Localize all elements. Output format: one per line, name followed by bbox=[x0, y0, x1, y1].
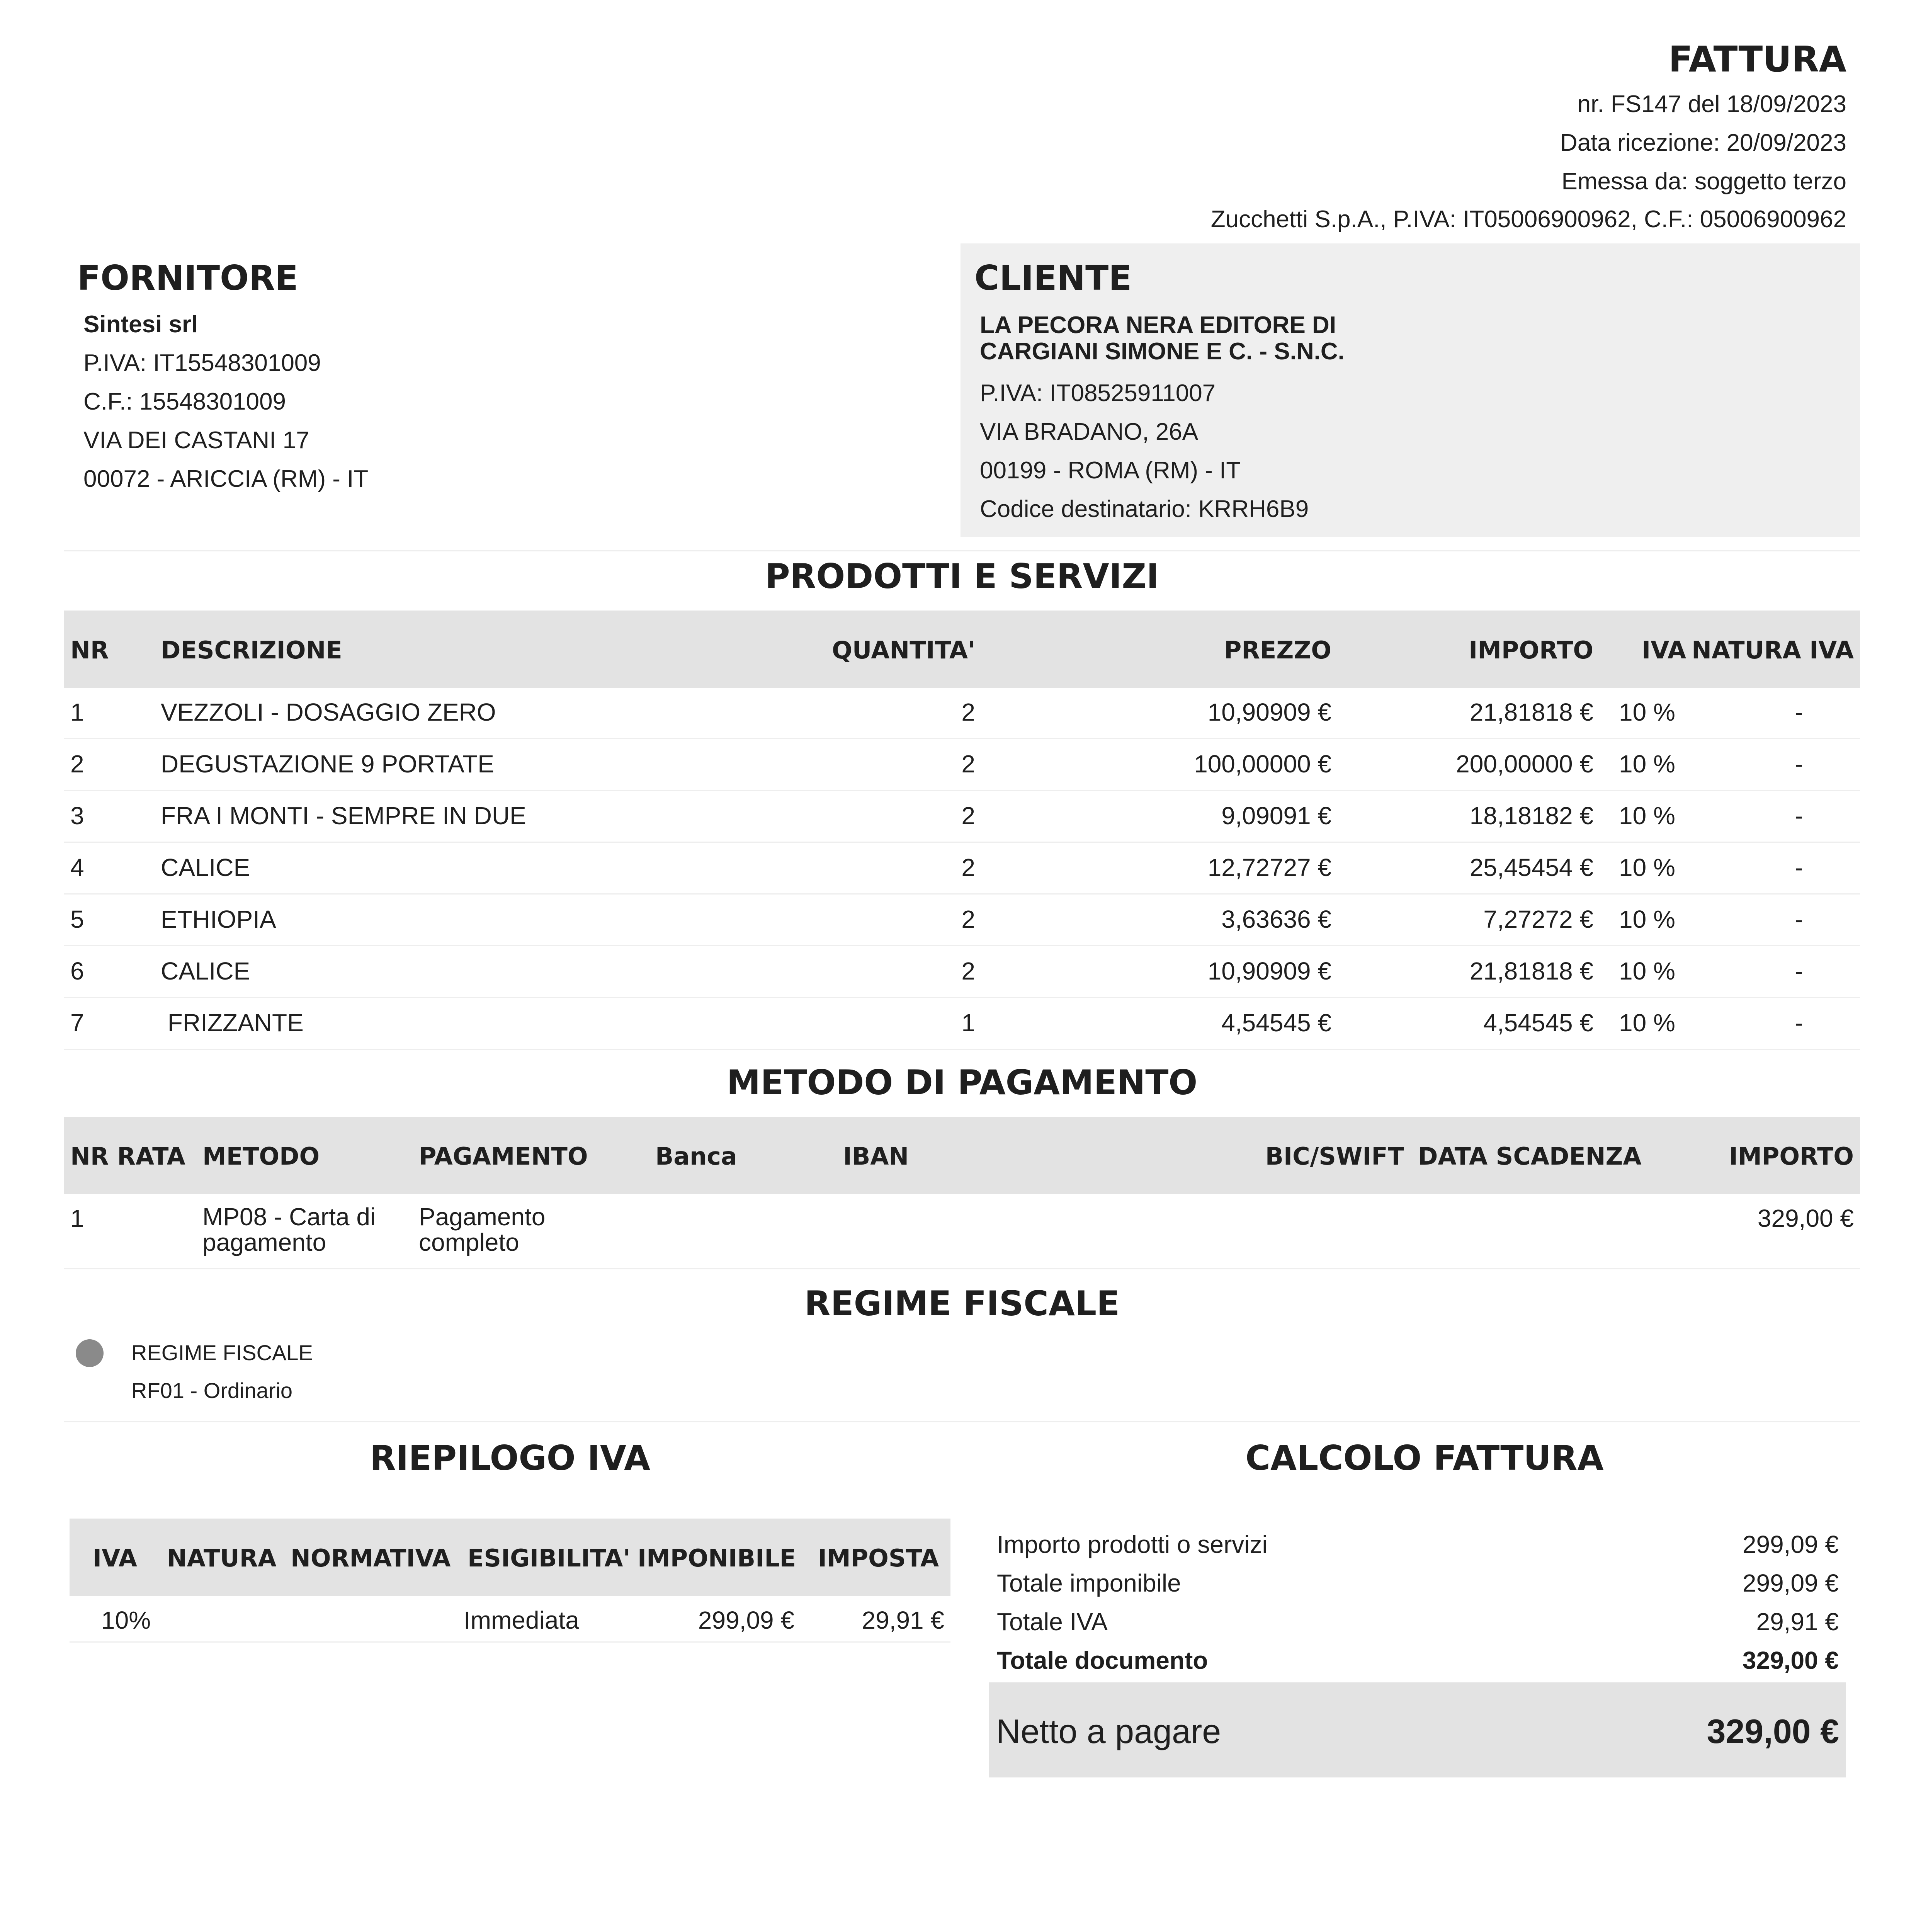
product-row bbox=[64, 998, 1860, 1050]
vat-row-imponibile: 299,09 € bbox=[698, 1606, 794, 1634]
col-descrizione: DESCRIZIONE bbox=[161, 636, 342, 664]
calc-value: 299,09 € bbox=[1742, 1569, 1839, 1597]
product-price: 3,63636 € bbox=[1221, 905, 1331, 933]
payment-table-header bbox=[64, 1117, 1860, 1194]
product-iva: 10 % bbox=[1619, 1009, 1675, 1037]
product-quantity: 2 bbox=[961, 905, 975, 933]
row-divider bbox=[64, 1049, 1860, 1050]
vat-summary-heading: RIEPILOGO IVA bbox=[369, 1438, 651, 1478]
col-iva: IVA bbox=[1642, 636, 1686, 664]
product-amount: 21,81818 € bbox=[1469, 957, 1593, 985]
product-quantity: 2 bbox=[961, 802, 975, 830]
client-address: VIA BRADANO, 26A bbox=[980, 418, 1199, 445]
product-row bbox=[64, 895, 1860, 947]
issued-by: Emessa da: soggetto terzo bbox=[1561, 168, 1846, 195]
product-nr: 4 bbox=[70, 854, 84, 881]
col-vat-imponibile: IMPONIBILE bbox=[638, 1544, 796, 1572]
col-quantita: QUANTITA' bbox=[832, 636, 975, 664]
col-banca: Banca bbox=[655, 1142, 737, 1170]
product-quantity: 2 bbox=[961, 750, 975, 778]
product-quantity: 2 bbox=[961, 957, 975, 985]
product-nr: 3 bbox=[70, 802, 84, 830]
client-name bbox=[980, 312, 1345, 365]
product-amount: 200,00000 € bbox=[1456, 750, 1593, 778]
calc-label: Totale imponibile bbox=[997, 1569, 1181, 1597]
calc-label: Importo prodotti o servizi bbox=[997, 1531, 1268, 1558]
product-row bbox=[64, 688, 1860, 740]
product-quantity: 2 bbox=[961, 854, 975, 881]
col-vat-esigibilita: ESIGIBILITA' bbox=[468, 1544, 631, 1572]
col-prezzo: PREZZO bbox=[1224, 636, 1331, 664]
client-name-line2: CARGIANI SIMONE E C. - S.N.C. bbox=[980, 338, 1345, 365]
product-natura-iva: - bbox=[1795, 905, 1803, 933]
product-price: 10,90909 € bbox=[1207, 698, 1331, 726]
product-description: FRIZZANTE bbox=[161, 1009, 304, 1037]
client-piva: P.IVA: IT08525911007 bbox=[980, 380, 1216, 406]
bullet-dot bbox=[76, 1339, 104, 1367]
supplier-box bbox=[64, 243, 937, 537]
product-natura-iva: - bbox=[1795, 802, 1803, 830]
payment-metodo bbox=[202, 1204, 376, 1255]
supplier-cf: C.F.: 15548301009 bbox=[83, 388, 286, 415]
col-iban: IBAN bbox=[843, 1142, 909, 1170]
col-vat-iva: IVA bbox=[93, 1544, 137, 1572]
product-amount: 18,18182 € bbox=[1469, 802, 1593, 830]
net-value: 329,00 € bbox=[1707, 1712, 1839, 1750]
net-to-pay-box bbox=[989, 1682, 1846, 1777]
col-metodo: METODO bbox=[202, 1142, 320, 1170]
product-nr: 5 bbox=[70, 905, 84, 933]
product-price: 10,90909 € bbox=[1207, 957, 1331, 985]
calc-heading: CALCOLO FATTURA bbox=[1245, 1438, 1604, 1478]
product-description: CALICE bbox=[161, 957, 250, 985]
product-row bbox=[64, 791, 1860, 843]
payment-pagamento-line1: Pagamento bbox=[419, 1203, 546, 1231]
vat-row-esigibilita: Immediata bbox=[464, 1606, 579, 1634]
net-label: Netto a pagare bbox=[996, 1712, 1221, 1750]
invoice-title: FATTURA bbox=[1668, 39, 1846, 80]
product-price: 4,54545 € bbox=[1221, 1009, 1331, 1037]
payment-metodo-line1: MP08 - Carta di bbox=[202, 1203, 376, 1231]
calc-label: Totale documento bbox=[997, 1646, 1208, 1674]
product-amount: 25,45454 € bbox=[1469, 854, 1593, 881]
divider bbox=[64, 550, 1860, 551]
product-quantity: 1 bbox=[961, 1009, 975, 1037]
row-divider bbox=[64, 893, 1860, 895]
vat-summary-header bbox=[70, 1519, 950, 1596]
row-divider bbox=[64, 738, 1860, 739]
received-date: Data ricezione: 20/09/2023 bbox=[1560, 129, 1846, 156]
payment-importo: 329,00 € bbox=[1757, 1204, 1854, 1232]
supplier-piva: P.IVA: IT15548301009 bbox=[83, 350, 321, 376]
product-row bbox=[64, 947, 1860, 998]
payment-pagamento bbox=[419, 1204, 545, 1255]
product-natura-iva: - bbox=[1795, 750, 1803, 778]
product-description: FRA I MONTI - SEMPRE IN DUE bbox=[161, 802, 526, 830]
product-nr: 1 bbox=[70, 698, 84, 726]
regime-heading: REGIME FISCALE bbox=[804, 1284, 1120, 1323]
row-divider bbox=[64, 842, 1860, 843]
supplier-address: VIA DEI CASTANI 17 bbox=[83, 427, 309, 454]
col-vat-normativa: NORMATIVA bbox=[291, 1544, 451, 1572]
product-description: ETHIOPIA bbox=[161, 905, 276, 933]
client-heading: CLIENTE bbox=[974, 258, 1132, 298]
product-natura-iva: - bbox=[1795, 698, 1803, 726]
col-data-scadenza: DATA SCADENZA bbox=[1418, 1142, 1642, 1170]
product-iva: 10 % bbox=[1619, 854, 1675, 881]
supplier-heading: FORNITORE bbox=[77, 258, 298, 298]
col-vat-natura: NATURA bbox=[167, 1544, 277, 1572]
regime-value: RF01 - Ordinario bbox=[131, 1378, 293, 1403]
product-nr: 2 bbox=[70, 750, 84, 778]
row-divider bbox=[64, 997, 1860, 998]
products-heading: PRODOTTI E SERVIZI bbox=[765, 556, 1159, 596]
divider bbox=[64, 1421, 1860, 1422]
client-code: Codice destinatario: KRRH6B9 bbox=[980, 496, 1309, 522]
product-amount: 21,81818 € bbox=[1469, 698, 1593, 726]
product-description: VEZZOLI - DOSAGGIO ZERO bbox=[161, 698, 496, 726]
payment-row bbox=[64, 1194, 1860, 1271]
payment-pagamento-line2: completo bbox=[419, 1228, 519, 1256]
product-quantity: 2 bbox=[961, 698, 975, 726]
invoice-number: nr. FS147 del 18/09/2023 bbox=[1577, 91, 1846, 117]
product-iva: 10 % bbox=[1619, 957, 1675, 985]
client-city: 00199 - ROMA (RM) - IT bbox=[980, 457, 1241, 484]
product-nr: 6 bbox=[70, 957, 84, 985]
client-box bbox=[961, 243, 1860, 537]
col-importo-rata: IMPORTO bbox=[1729, 1142, 1854, 1170]
col-nr: NR bbox=[70, 636, 109, 664]
calc-value: 299,09 € bbox=[1742, 1531, 1839, 1558]
calc-value: 329,00 € bbox=[1742, 1646, 1839, 1674]
issuer-info: Zucchetti S.p.A., P.IVA: IT05006900962, C.F.: 05006900962 bbox=[1210, 206, 1846, 233]
product-iva: 10 % bbox=[1619, 905, 1675, 933]
regime-label: REGIME FISCALE bbox=[131, 1340, 313, 1365]
row-divider bbox=[64, 945, 1860, 946]
col-pagamento: PAGAMENTO bbox=[419, 1142, 588, 1170]
product-row bbox=[64, 843, 1860, 895]
payment-heading: METODO DI PAGAMENTO bbox=[726, 1063, 1198, 1102]
vat-row-imposta: 29,91 € bbox=[862, 1606, 944, 1634]
col-bic-swift: BIC/SWIFT bbox=[1265, 1142, 1404, 1170]
product-price: 100,00000 € bbox=[1194, 750, 1331, 778]
product-price: 9,09091 € bbox=[1221, 802, 1331, 830]
supplier-city: 00072 - ARICCIA (RM) - IT bbox=[83, 466, 369, 492]
col-importo: IMPORTO bbox=[1469, 636, 1593, 664]
products-table-header bbox=[64, 611, 1860, 688]
product-amount: 4,54545 € bbox=[1483, 1009, 1593, 1037]
product-description: CALICE bbox=[161, 854, 250, 881]
payment-metodo-line2: pagamento bbox=[202, 1228, 326, 1256]
supplier-name: Sintesi srl bbox=[83, 311, 198, 338]
col-natura-iva: NATURA IVA bbox=[1692, 636, 1854, 664]
row-divider bbox=[64, 790, 1860, 791]
product-natura-iva: - bbox=[1795, 854, 1803, 881]
product-iva: 10 % bbox=[1619, 802, 1675, 830]
product-nr: 7 bbox=[70, 1009, 84, 1037]
product-natura-iva: - bbox=[1795, 1009, 1803, 1037]
product-price: 12,72727 € bbox=[1207, 854, 1331, 881]
col-nr-rata: NR RATA bbox=[70, 1142, 185, 1170]
product-amount: 7,27272 € bbox=[1483, 905, 1593, 933]
divider bbox=[70, 1641, 950, 1643]
product-iva: 10 % bbox=[1619, 750, 1675, 778]
product-iva: 10 % bbox=[1619, 698, 1675, 726]
client-name-line1: LA PECORA NERA EDITORE DI bbox=[980, 312, 1336, 338]
product-natura-iva: - bbox=[1795, 957, 1803, 985]
product-row bbox=[64, 740, 1860, 791]
divider bbox=[64, 1268, 1860, 1269]
col-vat-imposta: IMPOSTA bbox=[818, 1544, 939, 1572]
payment-rata: 1 bbox=[70, 1204, 84, 1232]
calc-value: 29,91 € bbox=[1756, 1608, 1839, 1636]
vat-summary-row bbox=[70, 1596, 950, 1646]
vat-row-iva: 10% bbox=[101, 1606, 151, 1634]
product-description: DEGUSTAZIONE 9 PORTATE bbox=[161, 750, 494, 778]
calc-label: Totale IVA bbox=[997, 1608, 1108, 1636]
